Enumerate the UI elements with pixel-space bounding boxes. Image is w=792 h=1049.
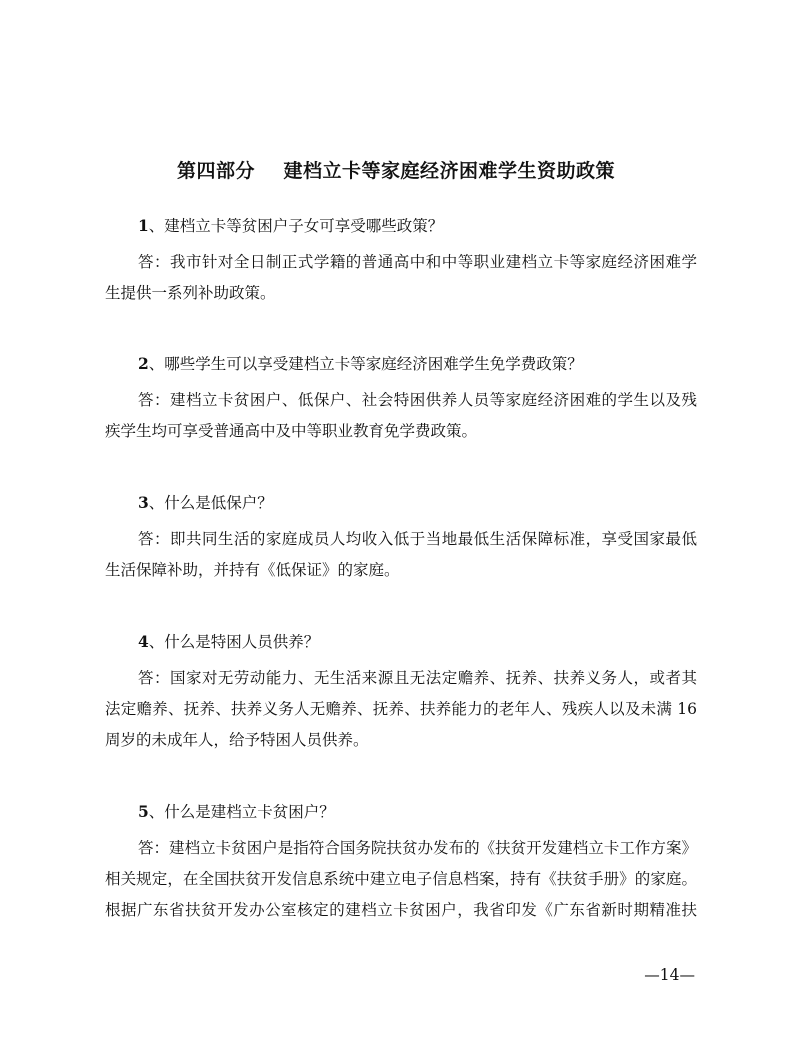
answer-line: 生活保障补助，并持有《低保证》的家庭。 — [105, 561, 400, 579]
answer-line: 疾学生均可享受普通高中及中等职业教育免学费政策。 — [105, 422, 478, 440]
answer-line: 答：即共同生活的家庭成员人均收入低于当地最低生活保障标准，享受国家最低 — [138, 530, 697, 548]
answer-line: 生提供一系列补助政策。 — [105, 284, 276, 302]
question-text: 、什么是低保户？ — [148, 494, 273, 512]
question-text: 、什么是特困人员供养？ — [148, 633, 320, 651]
question-3 — [138, 493, 273, 513]
answer-line: 根据广东省扶贫开发办公室核定的建档立卡贫困户，我省印发《广东省新时期精准扶 — [105, 901, 697, 919]
answer-line: 周岁的未成年人，给予特困人员供养。 — [105, 731, 369, 749]
answer-line: 相关规定，在全国扶贫开发信息系统中建立电子信息档案，持有《扶贫手册》的家庭。 — [105, 870, 697, 888]
page-title: 第四部分 建档立卡等家庭经济困难学生资助政策 — [177, 160, 615, 182]
answer-line: 法定赡养、抚养、扶养义务人无赡养、抚养、扶养能力的老年人、残疾人以及未满 16 — [105, 700, 697, 718]
answer-line: 答：国家对无劳动能力、无生活来源且无法定赡养、抚养、扶养义务人，或者其 — [138, 669, 697, 687]
answer-line: 答：建档立卡贫困户、低保户、社会特困供养人员等家庭经济困难的学生以及残 — [138, 391, 697, 409]
answer-2 — [105, 385, 697, 447]
answer-3 — [105, 524, 697, 586]
question-number: 2 — [138, 354, 149, 373]
question-number: 3 — [138, 493, 149, 512]
question-4 — [138, 632, 319, 652]
answer-4 — [105, 663, 697, 756]
page-number: —14— — [644, 966, 695, 984]
question-1 — [138, 216, 443, 236]
answer-line: 答：我市针对全日制正式学籍的普通高中和中等职业建档立卡等家庭经济困难学 — [138, 253, 697, 271]
answer-1 — [105, 247, 697, 309]
question-number: 1 — [138, 216, 149, 235]
answer-line: 答：建档立卡贫困户是指符合国务院扶贫办发布的《扶贫开发建档立卡工作方案》 — [138, 839, 697, 857]
question-number: 4 — [138, 632, 149, 651]
question-2 — [138, 354, 583, 374]
question-text: 、什么是建档立卡贫困户？ — [148, 803, 335, 821]
question-text: 、哪些学生可以享受建档立卡等家庭经济困难学生免学费政策？ — [148, 355, 583, 373]
question-text: 、建档立卡等贫困户子女可享受哪些政策？ — [148, 217, 444, 235]
question-number: 5 — [138, 802, 149, 821]
question-5 — [138, 802, 335, 822]
answer-5 — [105, 833, 697, 926]
